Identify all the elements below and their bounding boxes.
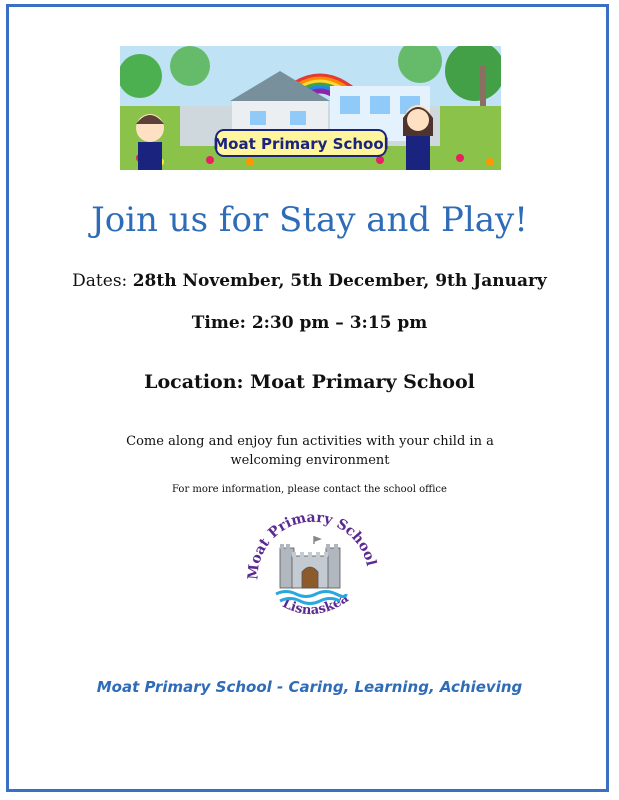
- flyer-title: Join us for Stay and Play!: [91, 200, 528, 240]
- castle-icon: [280, 536, 340, 588]
- event-description: Come along and enjoy fun activities with your child in a welcoming environment: [126, 434, 494, 468]
- svg-text:Lisnaskea: Lisnaskea: [279, 590, 352, 619]
- event-location: Location: Moat Primary School: [144, 371, 475, 393]
- school-banner-image: [120, 46, 501, 170]
- event-time: Time: 2:30 pm – 3:15 pm: [191, 313, 428, 333]
- dates-label: Dates:: [72, 271, 133, 291]
- contact-info: For more information, please contact the school office: [172, 484, 447, 495]
- event-dates: [0, 271, 619, 291]
- svg-text:Moat Primary School: Moat Primary School: [213, 135, 389, 153]
- svg-text:Moat Primary School: Moat Primary School: [245, 512, 379, 581]
- dates-value: 28th November, 5th December, 9th January: [132, 271, 547, 291]
- school-crest-logo: [240, 512, 380, 628]
- school-motto: Moat Primary School - Caring, Learning, Achieving: [96, 678, 523, 696]
- banner-sign: [213, 130, 389, 156]
